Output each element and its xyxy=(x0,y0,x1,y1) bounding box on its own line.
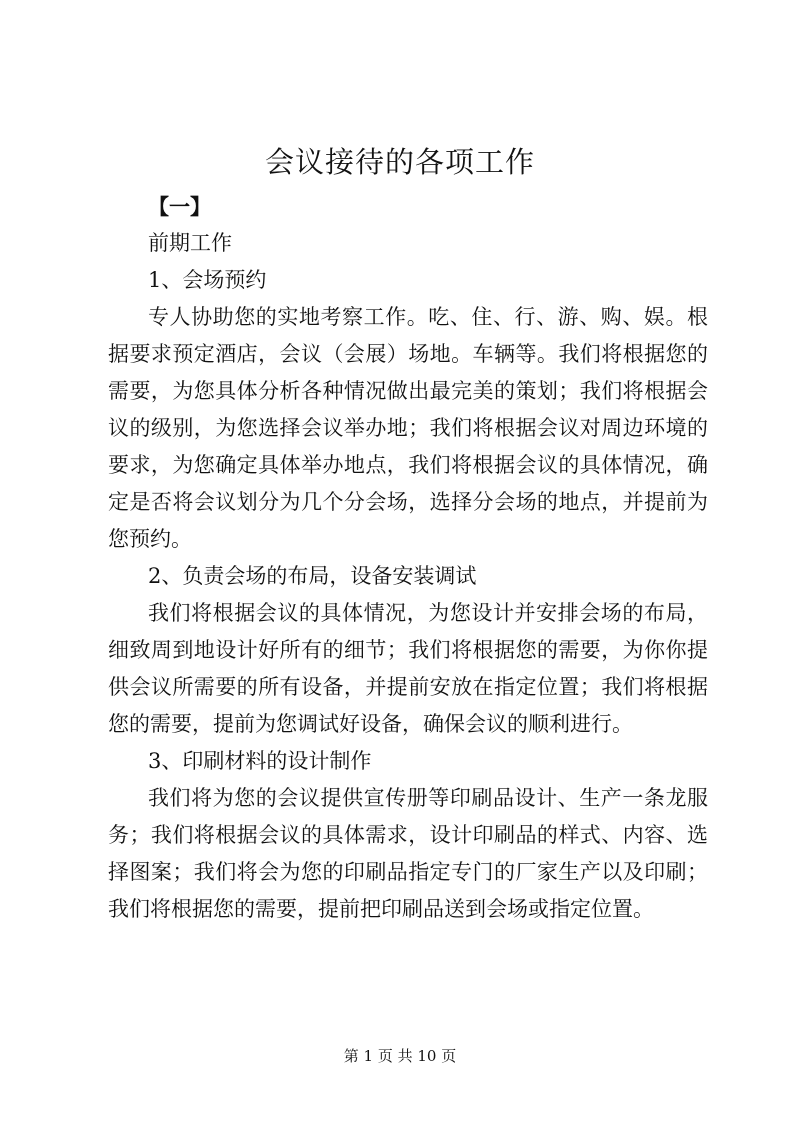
item3-heading: 3、印刷材料的设计制作 xyxy=(148,749,372,773)
item1-paragraph xyxy=(108,299,708,558)
item1-heading: 1、会场预约 xyxy=(148,268,267,292)
paragraph-line: 要求，为您确定具体举办地点，我们将根据会议的具体情况，确 xyxy=(108,453,708,477)
paragraph-line: 择图案；我们将会为您的印刷品指定专门的厂家生产以及印刷； xyxy=(108,860,708,884)
item2-heading: 2、负责会场的布局，设备安装调试 xyxy=(148,564,477,588)
item2-paragraph xyxy=(108,595,708,743)
paragraph-line: 需要，为您具体分析各种情况做出最完美的策划；我们将根据会 xyxy=(108,379,708,403)
paragraph-line: 务；我们将根据会议的具体需求，设计印刷品的样式、内容、选 xyxy=(108,823,708,847)
paragraph-line: 供会议所需要的所有设备，并提前安放在指定位置；我们将根据 xyxy=(108,675,708,699)
paragraph-line: 专人协助您的实地考察工作。吃、住、行、游、购、娱。根 xyxy=(148,305,708,329)
paragraph-line: 议的级别，为您选择会议举办地；我们将根据会议对周边环境的 xyxy=(108,416,708,440)
document-body xyxy=(108,188,708,928)
paragraph-line: 您预约。 xyxy=(108,527,192,551)
item3-paragraph xyxy=(108,780,708,928)
section-tag: 【一】 xyxy=(148,194,211,219)
paragraph-line: 我们将根据会议的具体情况，为您设计并安排会场的布局， xyxy=(148,601,708,625)
paragraph-line: 据要求预定酒店，会议（会展）场地。车辆等。我们将根据您的 xyxy=(108,342,708,366)
paragraph-line: 定是否将会议划分为几个分会场，选择分会场的地点，并提前为 xyxy=(108,490,708,514)
paragraph-line: 我们将根据您的需要，提前把印刷品送到会场或指定位置。 xyxy=(108,897,654,921)
heading-early-work: 前期工作 xyxy=(148,231,232,255)
paragraph-line: 细致周到地设计好所有的细节；我们将根据您的需要，为你你提 xyxy=(108,638,708,662)
document-title: 会议接待的各项工作 xyxy=(264,145,535,179)
paragraph-line: 我们将为您的会议提供宣传册等印刷品设计、生产一条龙服 xyxy=(148,786,708,810)
page-number-footer: 第 1 页 共 10 页 xyxy=(343,1047,457,1065)
paragraph-line: 您的需要，提前为您调试好设备，确保会议的顺利进行。 xyxy=(108,712,633,736)
